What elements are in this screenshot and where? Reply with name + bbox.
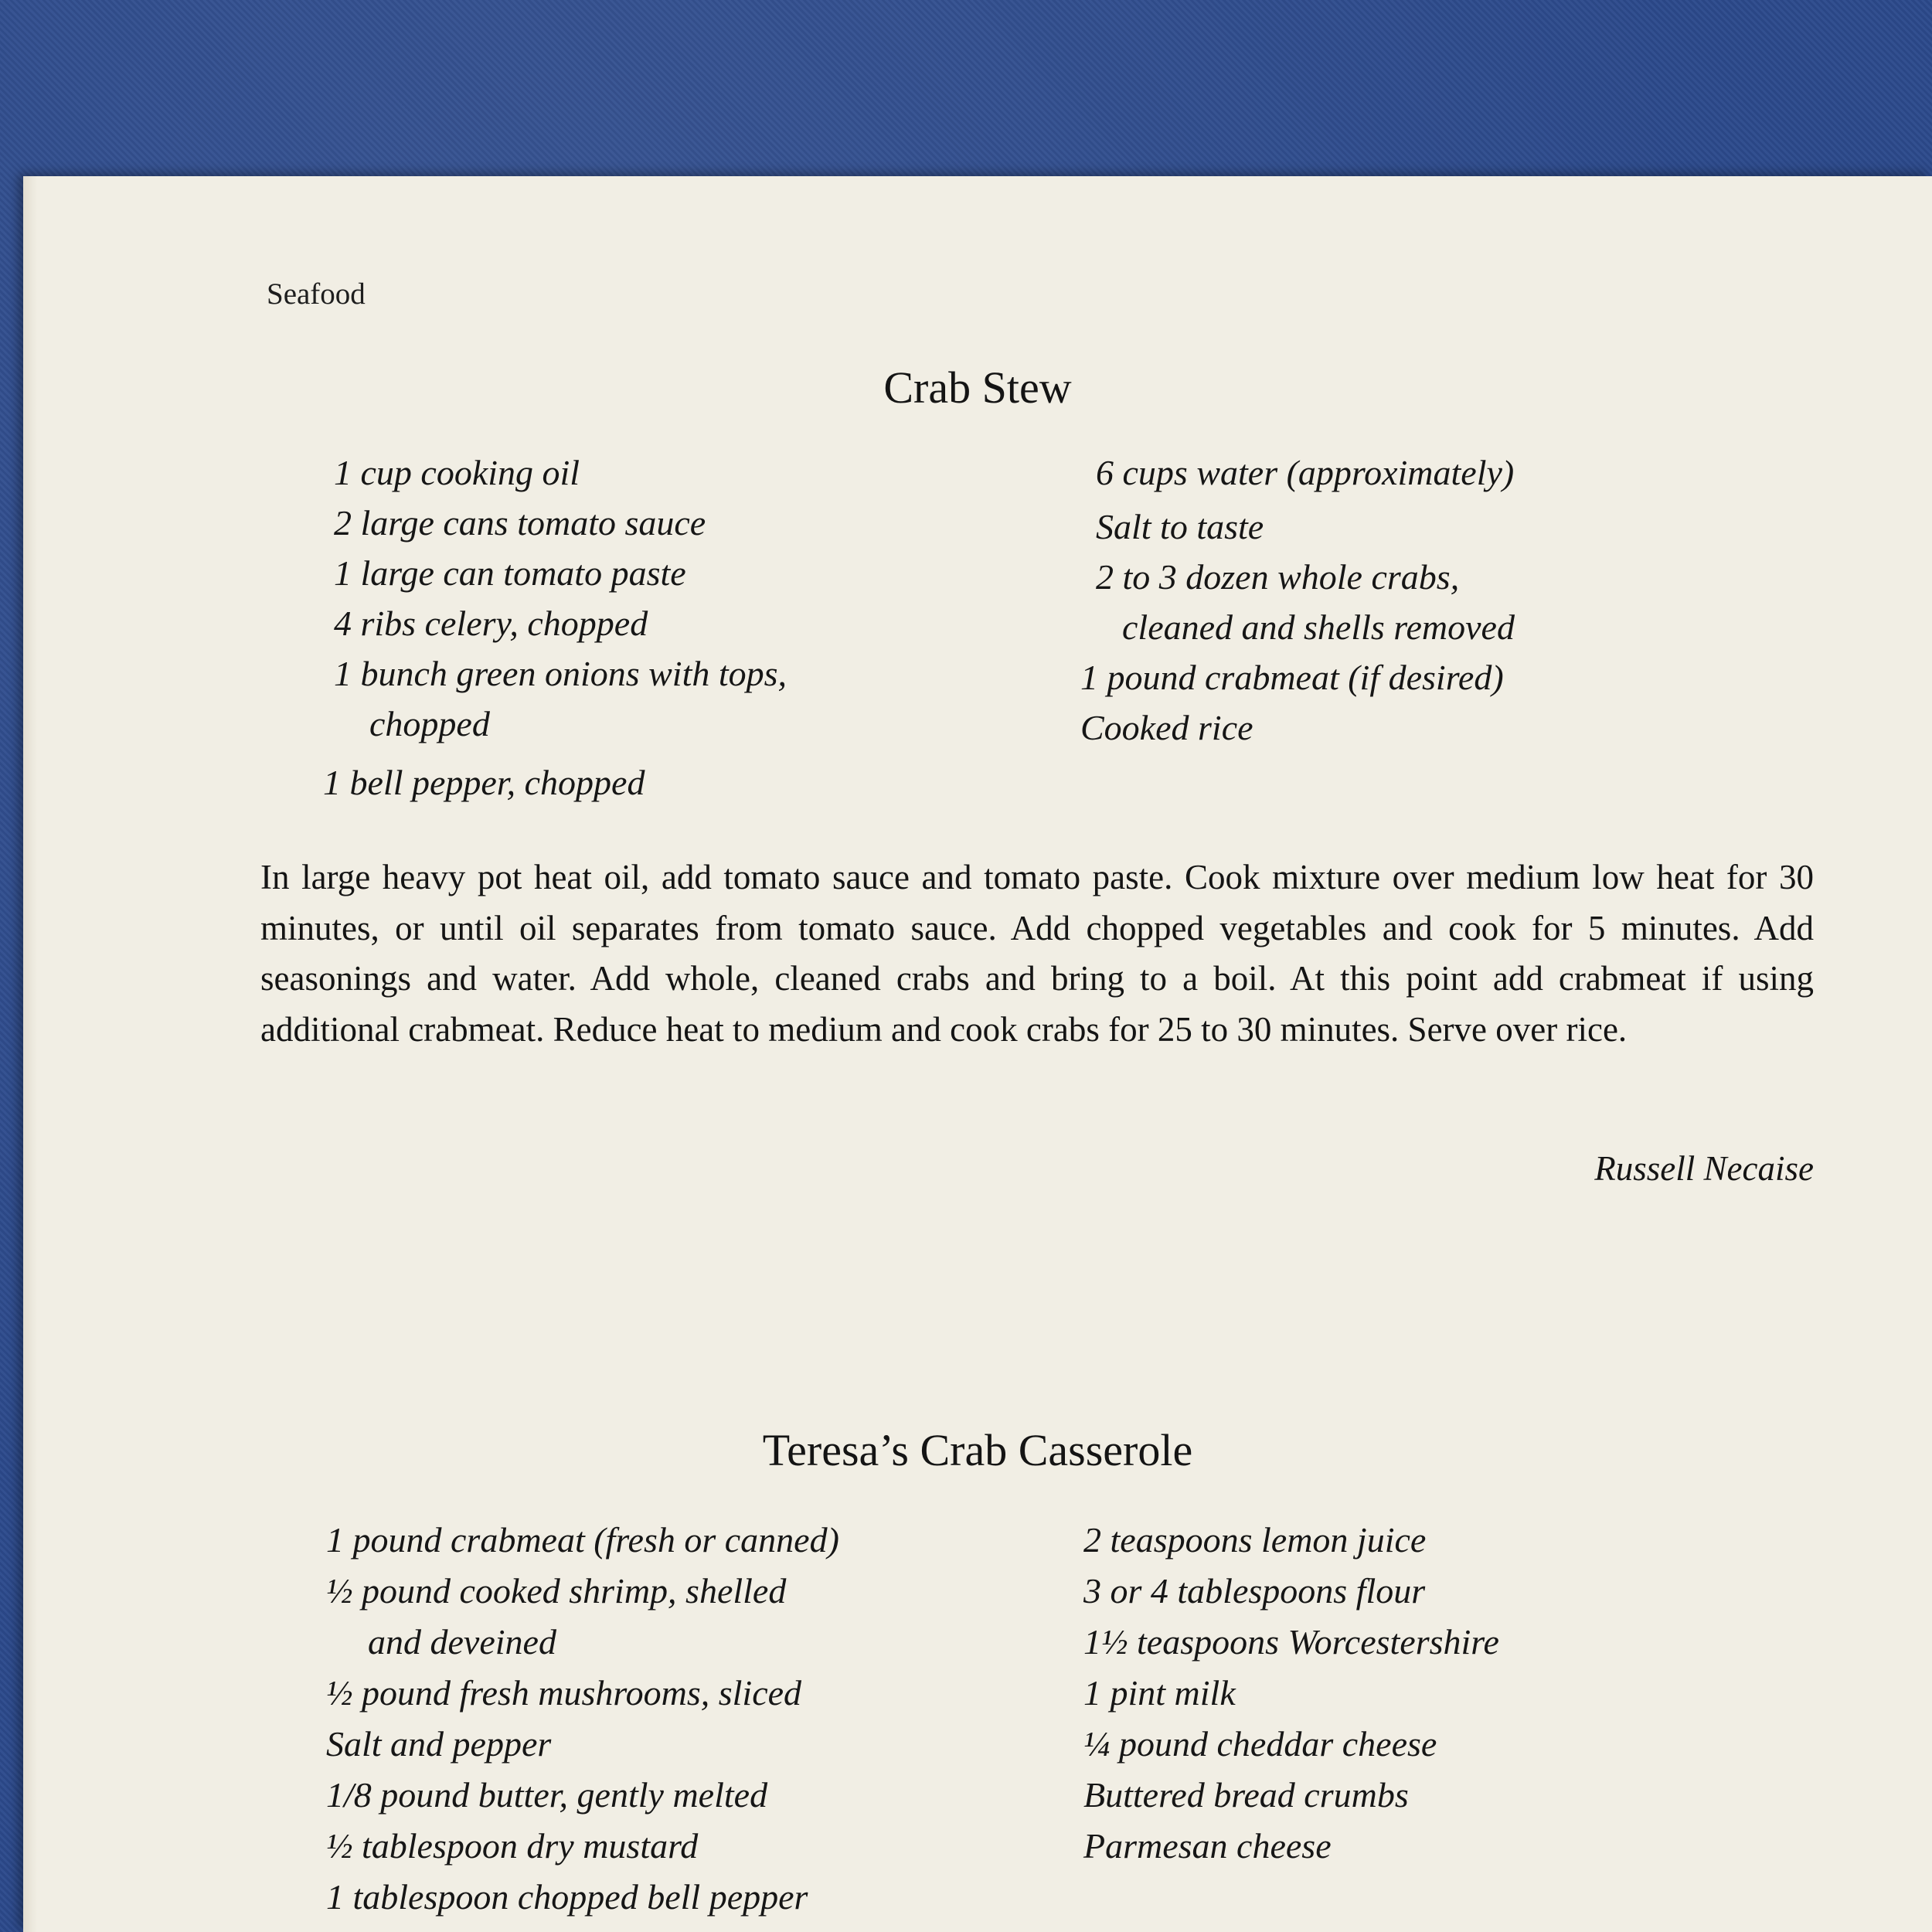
ingredient-item: 4 ribs celery, chopped	[334, 604, 648, 643]
ingredient-item: ½ pound cooked shrimp, shelled	[326, 1571, 787, 1611]
ingredient-item: Cooked rice	[1080, 708, 1253, 747]
ingredient-item: ¼ pound cheddar cheese	[1083, 1724, 1437, 1764]
page-edge	[23, 176, 37, 1932]
recipe-title-crab-casserole: Teresa’s Crab Casserole	[762, 1425, 1193, 1475]
ingredient-item: 2 large cans tomato sauce	[334, 503, 706, 543]
ingredient-item: Parmesan cheese	[1083, 1826, 1332, 1866]
ingredient-item: Salt and pepper	[326, 1724, 552, 1764]
cookbook-page	[23, 176, 1932, 1932]
section-label: Seafood	[267, 277, 366, 311]
ingredient-item: Salt to taste	[1096, 507, 1264, 546]
ingredient-item: 1 bunch green onions with tops,	[334, 654, 787, 693]
ingredient-item-continued: and deveined	[368, 1622, 556, 1662]
ingredient-item: 1 cup cooking oil	[334, 453, 580, 492]
ingredient-item: 1 large can tomato paste	[334, 553, 686, 593]
ingredient-item: 1 pound crabmeat (if desired)	[1080, 658, 1504, 697]
ingredient-item: 2 to 3 dozen whole crabs,	[1096, 557, 1460, 597]
ingredient-item-continued: chopped	[369, 704, 490, 743]
crab-stew-directions: In large heavy pot heat oil, add tomato sauce and tomato paste. Cook mixture over medium low heat for 30 minutes, or until oil separates from tomato sauce. Add chopped vegetables and cook for 5 minutes. Add seasonings and water. Add whole, cleaned crabs and bring to a boil. At this point add crabmeat if using additional crabmeat. Reduce heat to medium and cook crabs for 25 to 30 minutes. Serve over rice.	[260, 858, 1814, 1049]
ingredient-item: 1 bell pepper, chopped	[323, 763, 645, 802]
ingredient-item: 3 or 4 tablespoons flour	[1083, 1571, 1426, 1611]
ingredient-item: ½ pound fresh mushrooms, sliced	[326, 1673, 802, 1713]
ingredient-item: 1½ teaspoons Worcestershire	[1083, 1622, 1499, 1662]
ingredient-item: ½ tablespoon dry mustard	[326, 1826, 699, 1866]
ingredient-item: 1 pint milk	[1083, 1673, 1236, 1713]
crab-stew-attribution: Russell Necaise	[1594, 1149, 1814, 1188]
ingredient-item: Buttered bread crumbs	[1083, 1775, 1409, 1815]
ingredient-item: 1 pound crabmeat (fresh or canned)	[326, 1520, 839, 1560]
ingredient-item: 1 tablespoon chopped bell pepper	[326, 1877, 808, 1917]
ingredient-item-continued: cleaned and shells removed	[1122, 607, 1515, 647]
ingredient-item: 2 teaspoons lemon juice	[1083, 1520, 1427, 1560]
recipe-title-crab-stew: Crab Stew	[883, 362, 1072, 413]
ingredient-item: 6 cups water (approximately)	[1096, 453, 1515, 492]
ingredient-item: 1/8 pound butter, gently melted	[326, 1775, 768, 1815]
